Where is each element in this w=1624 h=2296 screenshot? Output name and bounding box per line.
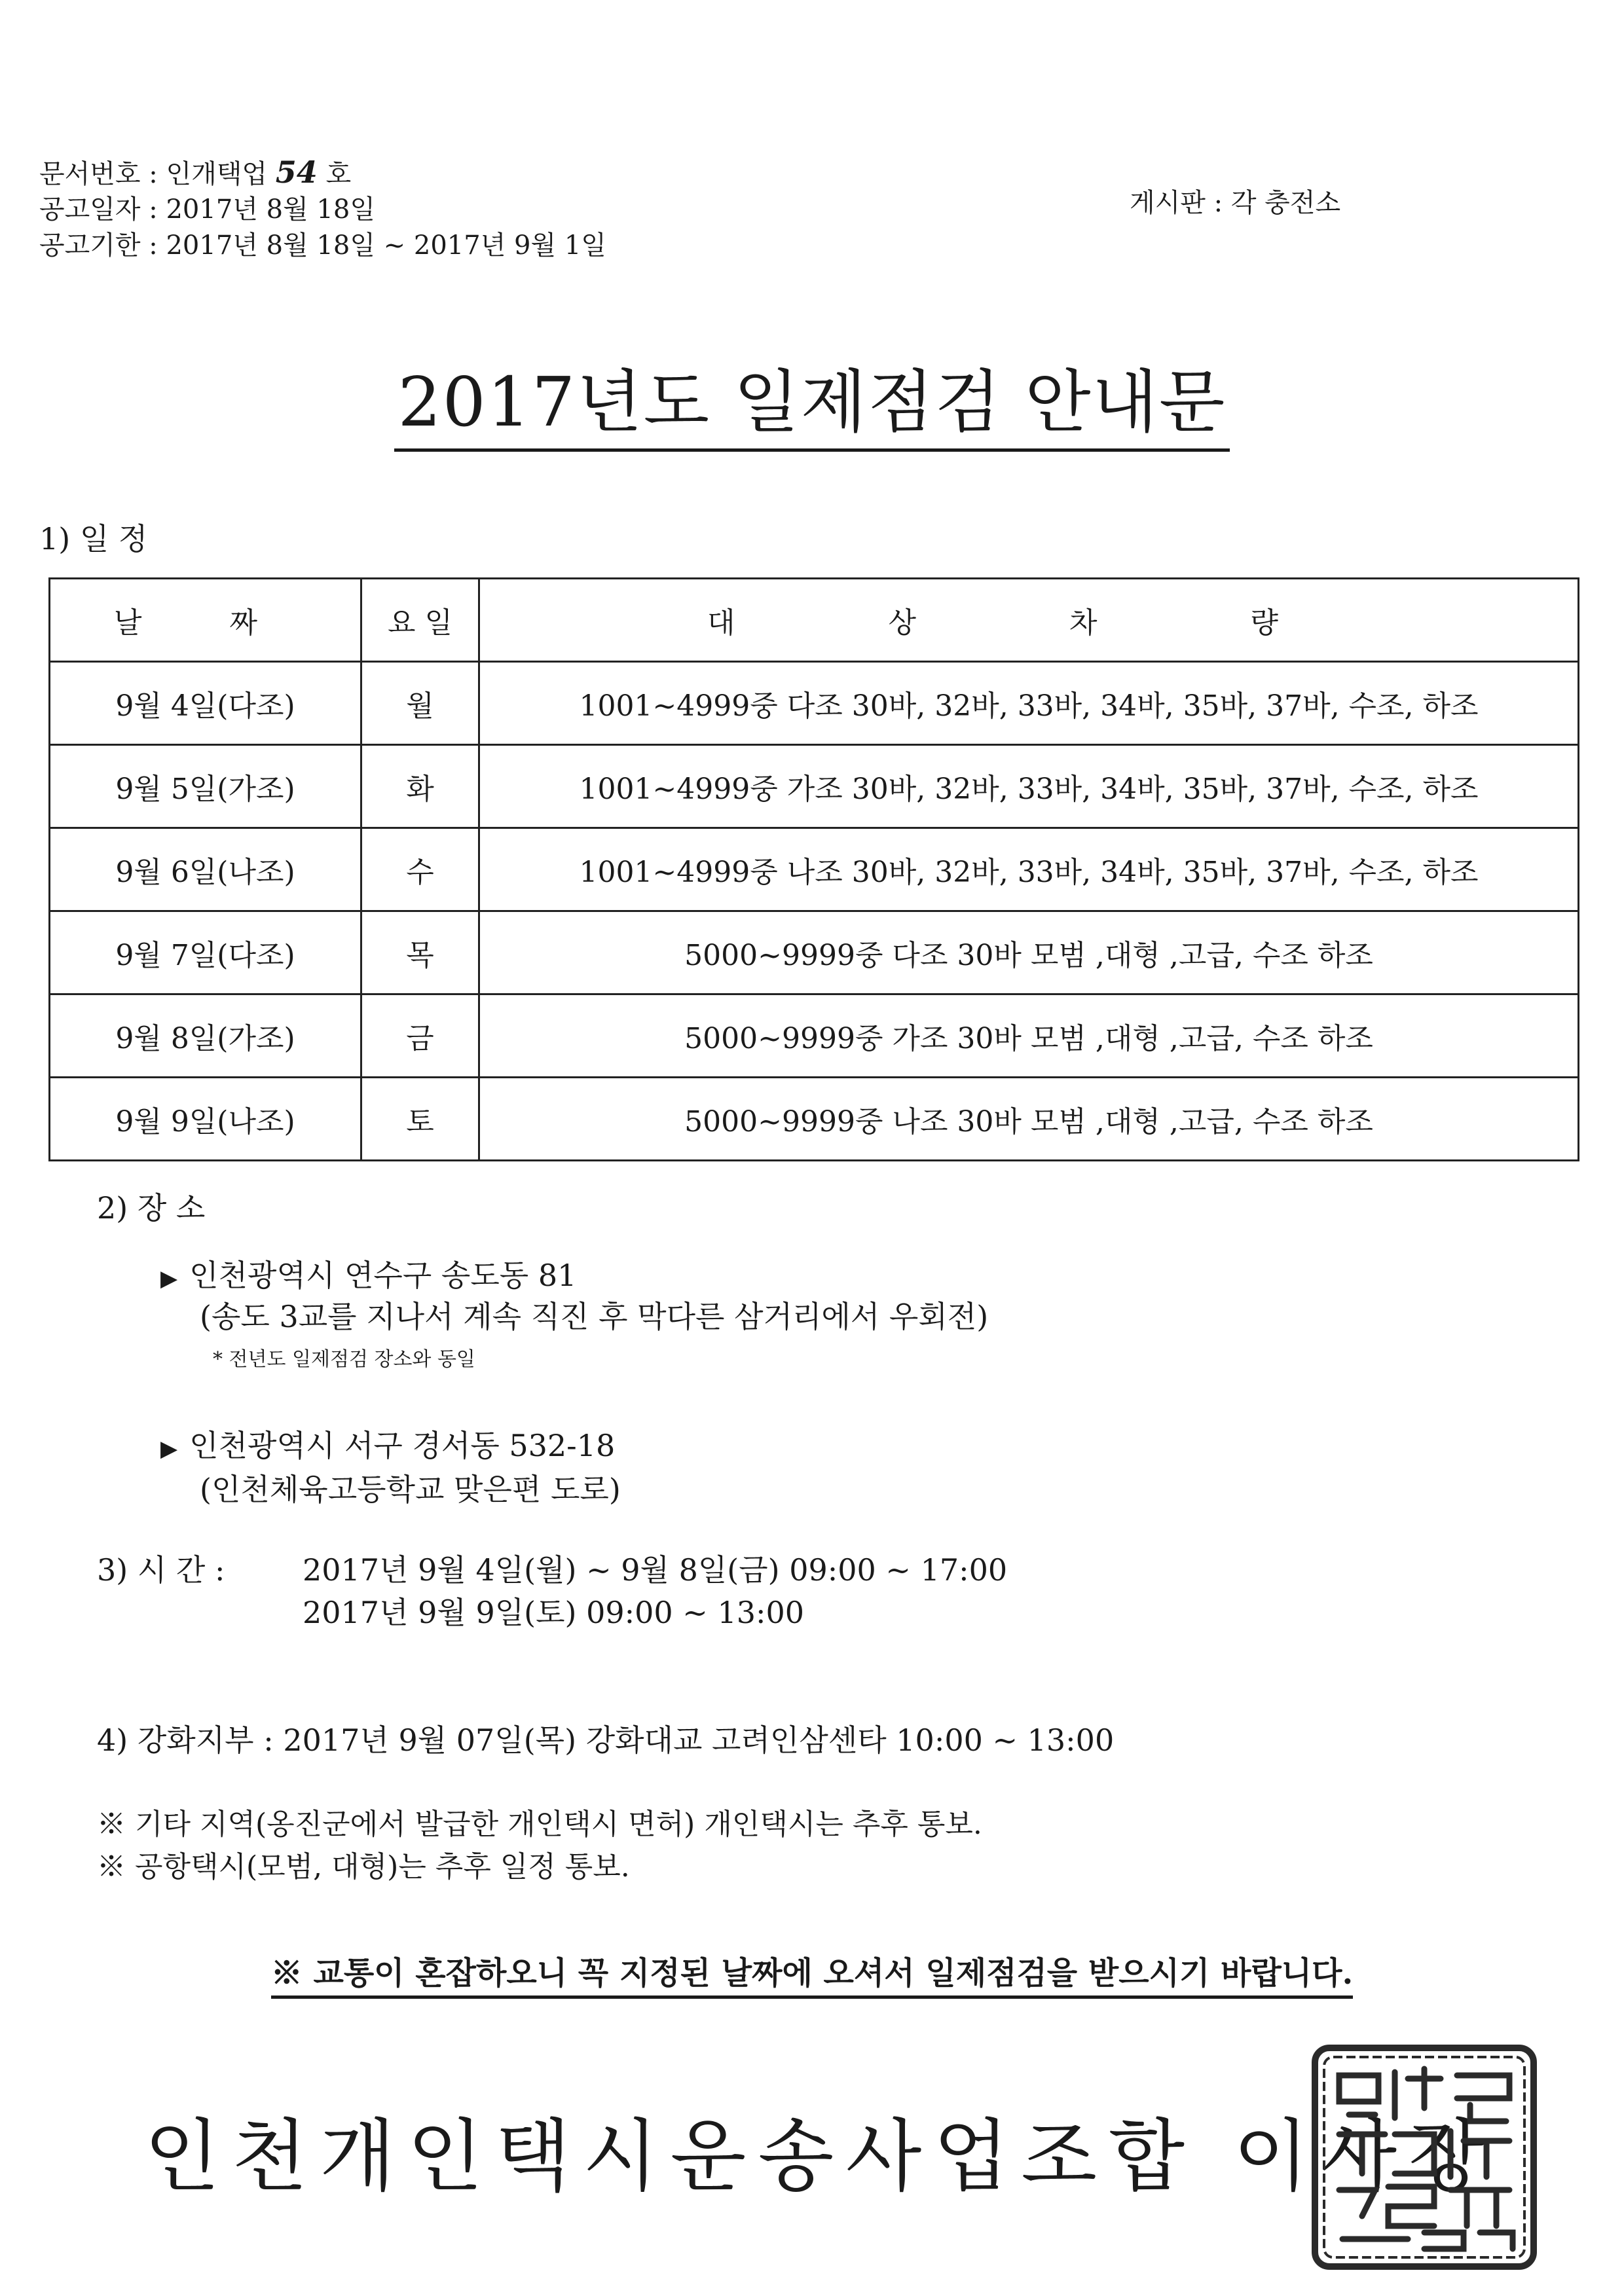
- cell-target: 5000~9999중 나조 30바 모범 ,대형 ,고급, 수조 하조: [479, 1078, 1579, 1161]
- issuer-name: 인천개인택시운송사업조합 이사장: [144, 2111, 1496, 2202]
- column-header-day: 요 일: [361, 579, 479, 662]
- doc-number-suffix: 호: [325, 159, 352, 189]
- table-row: [50, 662, 1579, 745]
- location-heading: 2) 장 소: [97, 1190, 206, 1226]
- warning-banner: [0, 1955, 1624, 1992]
- official-seal-icon: [1310, 2043, 1539, 2272]
- time-line-1: 2017년 9월 4일(월) ~ 9월 8일(금) 09:00 ~ 17:00: [303, 1552, 1008, 1588]
- note-item: ※ 기타 지역(옹진군에서 발급한 개인택시 면허) 개인택시는 추후 통보.: [97, 1808, 982, 1841]
- place1-address: 인천광역시 연수구 송도동 81: [189, 1258, 577, 1293]
- cell-date: 9월 8일(가조): [50, 994, 361, 1078]
- schedule-header-row: [50, 579, 1579, 662]
- cell-date: 9월 6일(나조): [50, 828, 361, 911]
- cell-date: 9월 7일(다조): [50, 911, 361, 994]
- cell-day: 금: [361, 994, 479, 1078]
- table-row: [50, 745, 1579, 828]
- cell-target: 1001~4999중 다조 30바, 32바, 33바, 34바, 35바, 37바, 수조, 하조: [479, 662, 1579, 745]
- board-info: 게시판 : 각 충전소: [1130, 188, 1341, 218]
- cell-day: 화: [361, 745, 479, 828]
- cell-date: 9월 4일(다조): [50, 662, 361, 745]
- cell-target: 1001~4999중 가조 30바, 32바, 33바, 34바, 35바, 37바, 수조, 하조: [479, 745, 1579, 828]
- schedule-table: [48, 577, 1579, 1161]
- place1-directions: (송도 3교를 지나서 계속 직진 후 막다른 삼거리에서 우회전): [200, 1299, 989, 1334]
- doc-number: [39, 155, 352, 190]
- table-row: [50, 828, 1579, 911]
- notice-period: 공고기한 : 2017년 8월 18일 ~ 2017년 9월 1일: [39, 230, 606, 261]
- ganghwa-branch: 4) 강화지부 : 2017년 9월 07일(목) 강화대교 고려인삼센타 10:00 ~ 13:00: [97, 1722, 1115, 1758]
- notice-date: 공고일자 : 2017년 8월 18일: [39, 194, 375, 225]
- triangle-bullet-icon: ▶: [160, 1436, 178, 1462]
- cell-day: 목: [361, 911, 479, 994]
- cell-target: 5000~9999중 다조 30바 모범 ,대형 ,고급, 수조 하조: [479, 911, 1579, 994]
- cell-date: 9월 9일(나조): [50, 1078, 361, 1161]
- cell-target: 5000~9999중 가조 30바 모범 ,대형 ,고급, 수조 하조: [479, 994, 1579, 1078]
- time-label: 3) 시 간 :: [97, 1552, 225, 1588]
- place1-note: * 전년도 일제점검 장소와 동일: [213, 1348, 475, 1371]
- time-line-2: 2017년 9월 9일(토) 09:00 ~ 13:00: [303, 1595, 805, 1630]
- warning-text: ※ 교통이 혼잡하오니 꼭 지정된 날짜에 오셔서 일제점검을 받으시기 바랍니다.: [271, 1955, 1354, 1999]
- cell-day: 수: [361, 828, 479, 911]
- place2: [160, 1430, 615, 1461]
- table-row: [50, 994, 1579, 1078]
- document-title: [0, 362, 1624, 442]
- place1: [160, 1258, 577, 1293]
- cell-target: 1001~4999중 나조 30바, 32바, 33바, 34바, 35바, 37바, 수조, 하조: [479, 828, 1579, 911]
- cell-day: 월: [361, 662, 479, 745]
- cell-day: 토: [361, 1078, 479, 1161]
- schedule-heading: 1) 일 정: [39, 521, 148, 556]
- document-title-text: 2017년도 일제점검 안내문: [394, 362, 1230, 452]
- place2-address: 인천광역시 서구 경서동 532-18: [189, 1428, 616, 1463]
- note-item: ※ 공항택시(모범, 대형)는 추후 일정 통보.: [97, 1850, 630, 1884]
- doc-number-value: 54: [275, 155, 318, 190]
- table-row: [50, 1078, 1579, 1161]
- table-row: [50, 911, 1579, 994]
- doc-number-label: 문서번호 : 인개택업: [39, 159, 268, 189]
- triangle-bullet-icon: ▶: [160, 1266, 178, 1292]
- cell-date: 9월 5일(가조): [50, 745, 361, 828]
- column-header-date: 날 짜: [50, 579, 361, 662]
- place2-directions: (인천체육고등학교 맞은편 도로): [200, 1472, 621, 1507]
- column-header-target: 대 상 차 량: [479, 579, 1579, 662]
